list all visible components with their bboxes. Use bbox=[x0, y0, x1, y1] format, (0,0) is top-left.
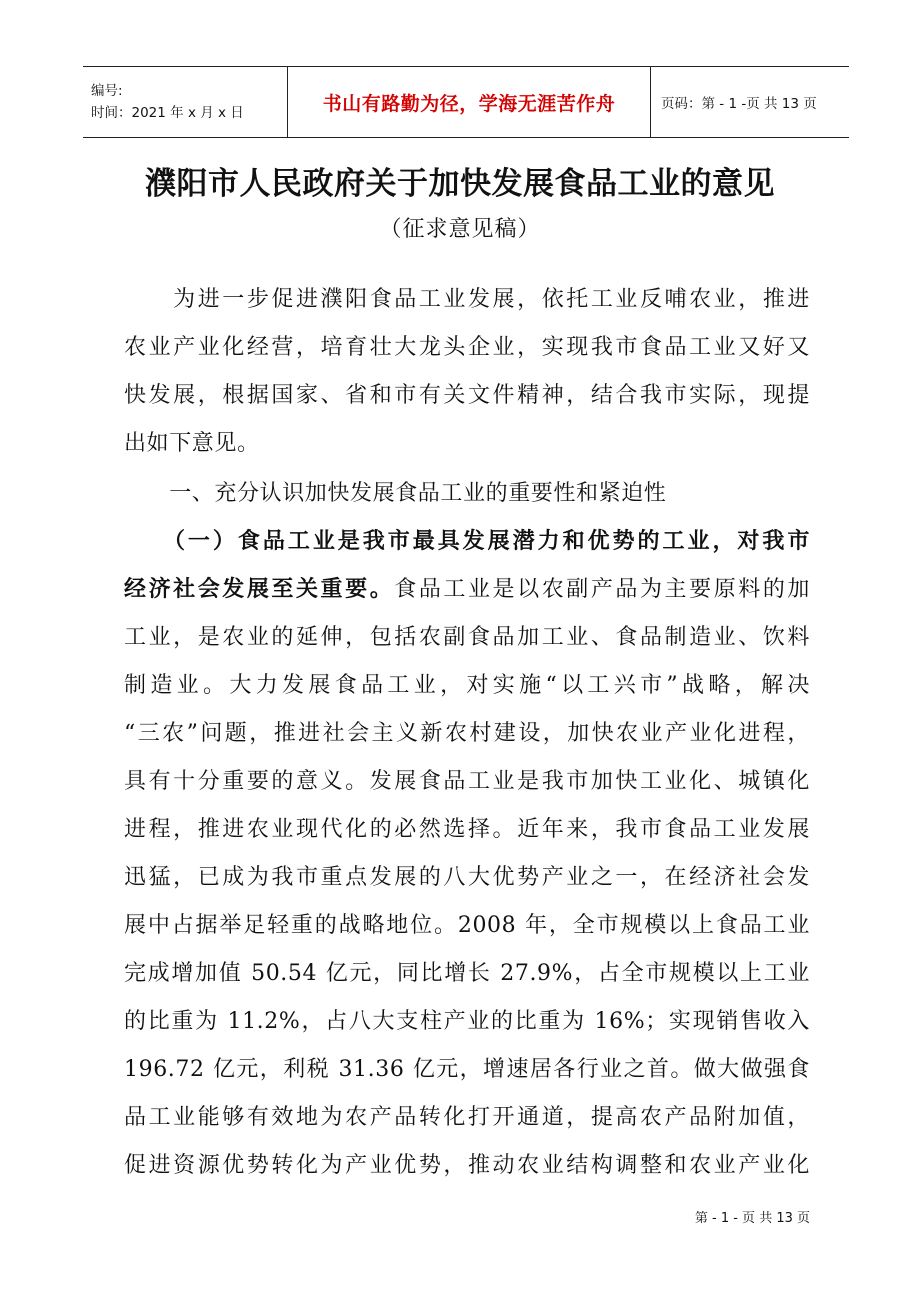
text-line: 促进资源优势转化为产业优势，推动农业结构调整和农业产业化 bbox=[124, 1153, 810, 1178]
text-line: 品工业能够有效地为农产品转化打开通道，提高农产品附加值， bbox=[124, 1105, 810, 1130]
header-meta bbox=[83, 67, 287, 137]
item-1-paragraph bbox=[124, 518, 810, 1190]
item-heading-end: 经济社会发展至关重要。 bbox=[124, 577, 395, 602]
document-title: 濮阳市人民政府关于加快发展食品工业的意见 bbox=[145, 166, 775, 202]
text-line: 展中占据举足轻重的战略地位。2008 年，全市规模以上食品工业 bbox=[124, 913, 810, 938]
time-label: 时间：2021 年 x 月 x 日 bbox=[91, 105, 244, 121]
text-line: “三农”问题，推进社会主义新农村建设，加快农业产业化进程， bbox=[124, 721, 810, 746]
text-line: 工业，是农业的延伸，包括农副食品加工业、食品制造业、饮料 bbox=[124, 625, 810, 650]
mixed-line bbox=[124, 566, 810, 614]
text-line: 完成增加值 50.54 亿元，同比增长 27.9%，占全市规模以上工业 bbox=[124, 961, 810, 986]
text-line: 快发展，根据国家、省和市有关文件精神，结合我市实际，现提 bbox=[124, 383, 810, 408]
text-line: 为进一步促进濮阳食品工业发展，依托工业反哺农业，推进 bbox=[124, 287, 810, 312]
text-line: 出如下意见。 bbox=[124, 431, 260, 456]
text-line: 迅猛，已成为我市重点发展的八大优势产业之一，在经济社会发 bbox=[124, 865, 810, 890]
header-motto bbox=[287, 67, 651, 137]
item-heading-line: （一）食品工业是我市最具发展潜力和优势的工业，对我市 bbox=[124, 529, 810, 554]
document-subtitle: （征求意见稿） bbox=[379, 217, 541, 242]
section-heading bbox=[124, 470, 810, 518]
motto-text: 书山有路勤为径，学海无涯苦作舟 bbox=[322, 92, 616, 115]
text-line: 具有十分重要的意义。发展食品工业是我市加快工业化、城镇化 bbox=[124, 769, 810, 794]
document-header bbox=[83, 66, 849, 138]
text-fragment: 食品工业是以农副产品为主要原料的加 bbox=[394, 577, 811, 602]
number-label: 编号: bbox=[91, 83, 123, 99]
text-line: 的比重为 11.2%，占八大支柱产业的比重为 16%；实现销售收入 bbox=[124, 1009, 810, 1034]
header-page-info bbox=[651, 67, 849, 137]
text-line: 196.72 亿元，利税 31.36 亿元，增速居各行业之首。做大做强食 bbox=[124, 1057, 810, 1082]
section-heading-text: 一、充分认识加快发展食品工业的重要性和紧迫性 bbox=[124, 481, 667, 506]
text-line: 进程，推进农业现代化的必然选择。近年来，我市食品工业发展 bbox=[124, 817, 810, 842]
page-info-text: 页码：第 - 1 -页 共 13 页 bbox=[661, 96, 817, 112]
text-line: 农业产业化经营，培育壮大龙头企业，实现我市食品工业又好又 bbox=[124, 335, 810, 360]
text-line: 制造业。大力发展食品工业，对实施“以工兴市”战略，解决 bbox=[124, 673, 810, 698]
intro-paragraph bbox=[124, 276, 810, 468]
page-footer: 第 - 1 - 页 共 13 页 bbox=[694, 1211, 810, 1226]
